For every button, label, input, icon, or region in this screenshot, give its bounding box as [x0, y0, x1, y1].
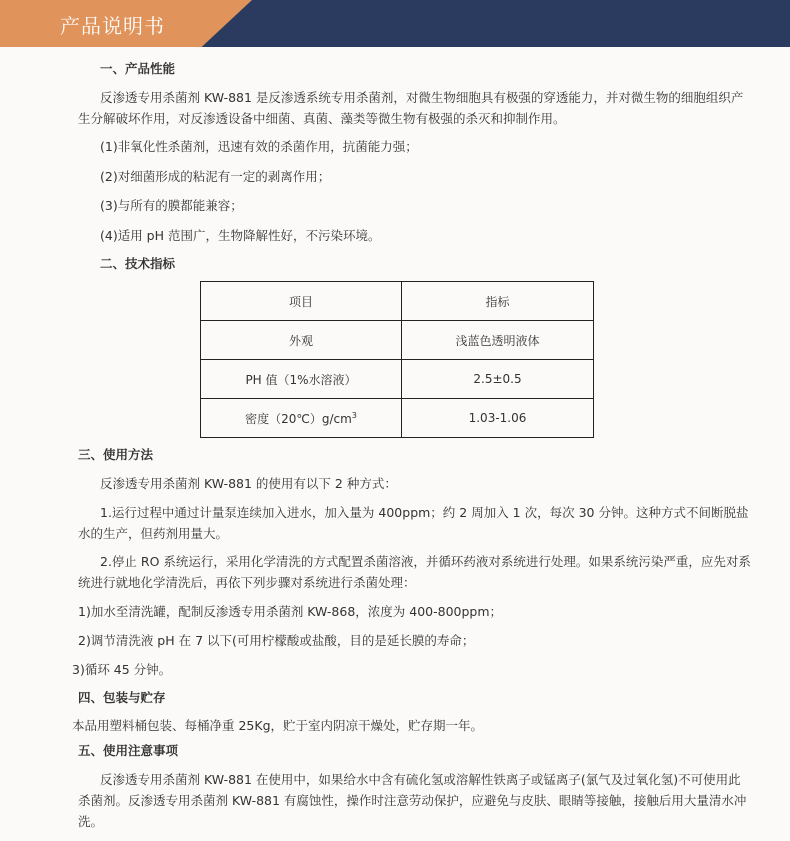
paragraph-line: 反渗透专用杀菌剂 KW-881 在使用中，如果给水中含有硫化氢或溶解性铁离子或锰离子(氯气及过氧化氢)不可使用此	[100, 772, 741, 787]
paragraph-line: 杀菌剂。反渗透专用杀菌剂 KW-881 有腐蚀性，操作时注意劳动保护，应避免与皮肤、眼睛等接触，接触后用大量清水冲	[78, 793, 747, 808]
table-header-row	[201, 282, 594, 321]
paragraph-line: 反渗透专用杀菌剂 KW-881 的使用有以下 2 种方式：	[100, 476, 397, 491]
header-banner	[0, 0, 790, 47]
paragraph-line: 2.停止 RO 系统运行，采用化学清洗的方式配置杀菌溶液，并循环药液对系统进行处理。如果系统污染严重，应先对系	[100, 554, 751, 569]
table-row	[201, 321, 594, 360]
density-label: 密度（20℃）g/cm	[245, 411, 352, 426]
feature-item: (3)与所有的膜都能兼容；	[100, 198, 243, 213]
paragraph-line: 本品用塑料桶包装、每桶净重 25Kg，贮于室内阴凉干燥处，贮存期一年。	[72, 718, 484, 733]
paragraph-line: 水的生产，但药剂用量大。	[78, 526, 229, 541]
paragraph-line: 反渗透专用杀菌剂 KW-881 是反渗透系统专用杀菌剂，对微生物细胞具有极强的穿透能力，并对微生物的细胞组织产	[100, 90, 744, 105]
table-header-cell: 指标	[402, 282, 594, 321]
table-row	[201, 360, 594, 399]
section-heading-cautions: 五、使用注意事项	[78, 743, 179, 758]
step-item: 1)加水至清洗罐，配制反渗透专用杀菌剂 KW-868，浓度为 400-800ppm；	[78, 604, 503, 619]
section-heading-performance: 一、产品性能	[100, 61, 176, 76]
table-cell: 外观	[201, 321, 402, 360]
section-heading-packaging: 四、包装与贮存	[78, 690, 166, 705]
table-cell: 2.5±0.5	[402, 360, 594, 399]
table-cell: 1.03-1.06	[402, 399, 594, 438]
table-cell: 浅蓝色透明液体	[402, 321, 594, 360]
feature-item: (4)适用 pH 范围广，生物降解性好，不污染环境。	[100, 228, 381, 243]
feature-item: (1)非氧化性杀菌剂，迅速有效的杀菌作用，抗菌能力强；	[100, 139, 418, 154]
feature-item: (2)对细菌形成的粘泥有一定的剥离作用；	[100, 169, 331, 184]
page-title: 产品说明书	[60, 14, 165, 38]
table-cell	[201, 399, 402, 438]
paragraph-line: 1.运行过程中通过计量泵连续加入进水，加入量为 400ppm；约 2 周加入 1 次，每次 30 分钟。这种方式不间断脱盐	[100, 505, 749, 520]
unit-superscript: 3	[351, 410, 357, 420]
step-item: 2)调节清洗液 pH 在 7 以下(可用柠檬酸或盐酸，目的是延长膜的寿命；	[78, 633, 475, 648]
step-item: 3)循环 45 分钟。	[72, 662, 172, 677]
table-row	[201, 399, 594, 438]
section-heading-usage: 三、使用方法	[78, 447, 154, 462]
paragraph-line: 生分解破坏作用，对反渗透设备中细菌、真菌、藻类等微生物有极强的杀灭和抑制作用。	[78, 111, 566, 126]
table-cell: PH 值（1%水溶液）	[201, 360, 402, 399]
table-header-cell: 项目	[201, 282, 402, 321]
section-heading-specs: 二、技术指标	[100, 256, 176, 271]
paragraph-line: 统进行就地化学清洗后，再依下列步骤对系统进行杀菌处理：	[78, 575, 416, 590]
paragraph-line: 洗。	[78, 814, 104, 829]
spec-table	[200, 281, 594, 438]
